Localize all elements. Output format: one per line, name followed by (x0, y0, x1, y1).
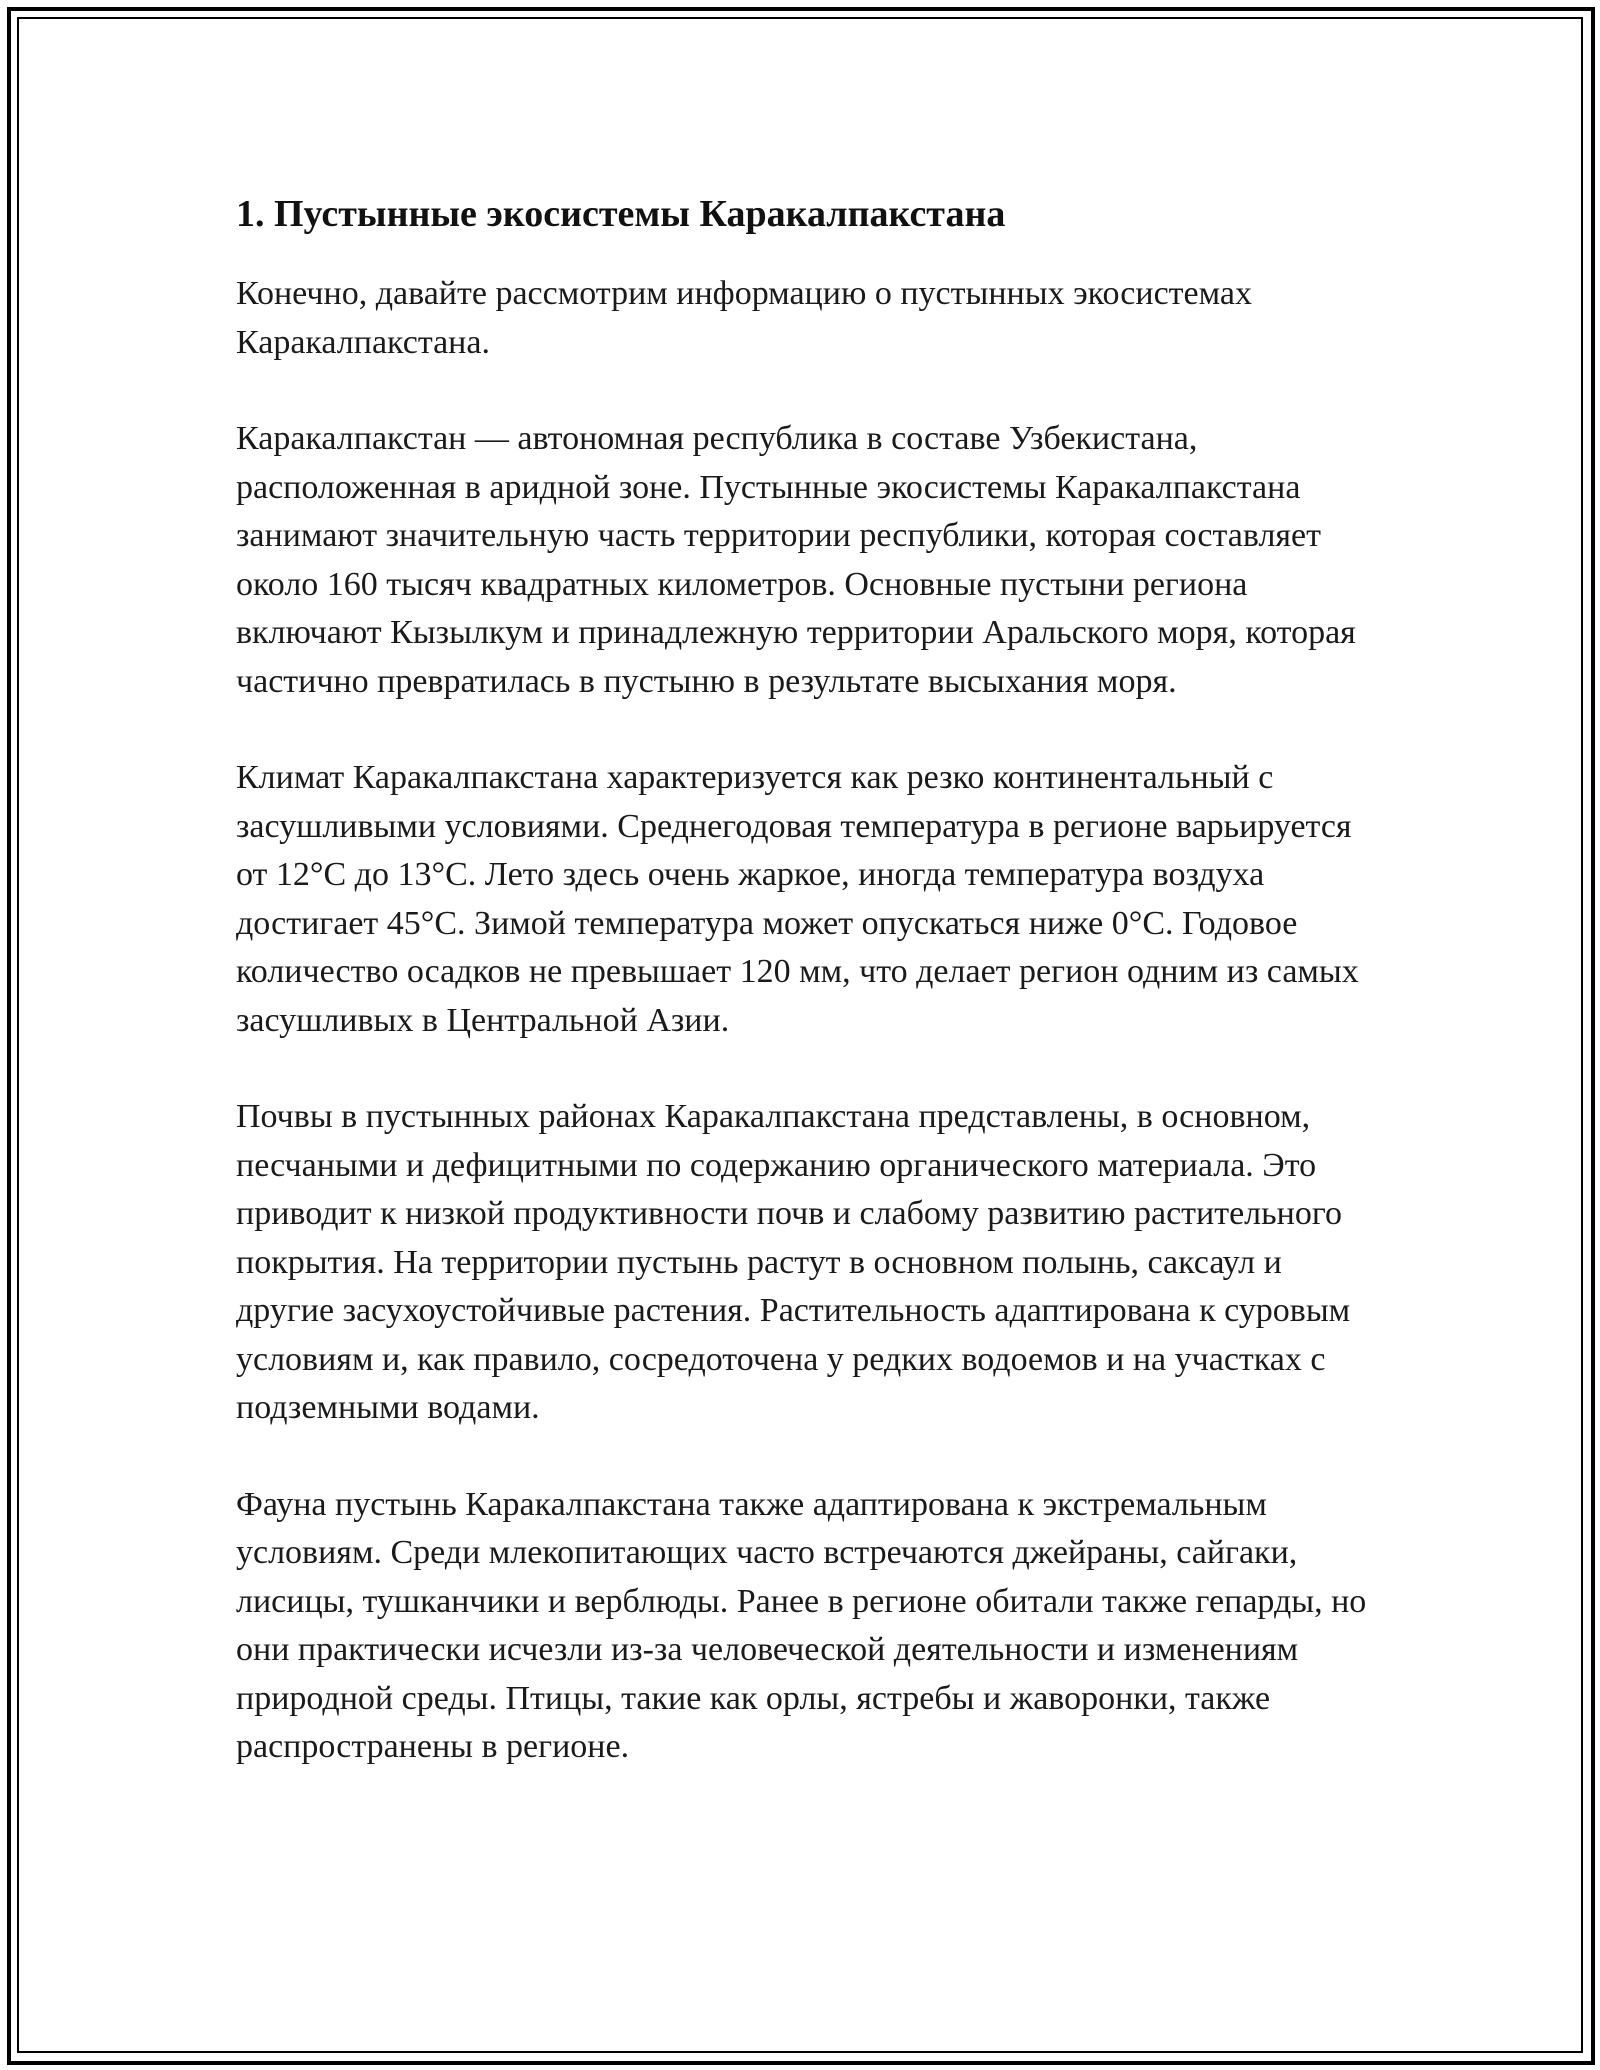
paragraph-soils-vegetation: Почвы в пустынных районах Каракалпакстана представлены, в основном, песчаными и дефицитными по содержанию органического материала. Это приводит к низкой продуктивности почв и слабому развитию растительного покрытия. На территории пустынь растут в основном полынь, саксаул и другие засухоустойчивые растения. Растительность адаптирована к суровым условиям и, как правило, сосредоточена у редких водоемов и на участках с подземными водами. (236, 1098, 1351, 1426)
paragraph-geography: Каракалпакстан — автономная республика в составе Узбекистана, расположенная в аридной зоне. Пустынные экосистемы Каракалпакстана занимают значительную часть территории республики, которая составляет около 160 тысяч квадратных километров. Основные пустыни региона включают Кызылкум и принадлежную территории Аральского моря, которая частично превратилась в пустыню в результате высыхания моря. (236, 420, 1356, 700)
section-title: 1. Пустынные экосистемы Каракалпакстана (236, 193, 1006, 235)
paragraph-intro: Конечно, давайте рассмотрим информацию о пустынных экосистемах Каракалпакстана. (236, 275, 1252, 361)
paragraph-climate: Климат Каракалпакстана характеризуется как резко континентальный с засушливыми условиями. Среднегодовая температура в регионе варьируется от 12°C до 13°C. Лето здесь очень жаркое, иногда температура воздуха достигает 45°C. Зимой температура может опускаться ниже 0°C. Годовое количество осадков не превышает 120 мм, что делает регион одним из самых засушливых в Центральной Азии. (236, 759, 1359, 1039)
paragraph-fauna: Фауна пустынь Каракалпакстана также адаптирована к экстремальным условиям. Среди млекопитающих часто встречаются джейраны, сайгаки, лисицы, тушканчики и верблюды. Ранее в регионе обитали также гепарды, но они практически исчезли из-за человеческой деятельности и изменениям природной среды. Птицы, такие как орлы, ястребы и жаворонки, также распространены в регионе. (236, 1485, 1367, 1765)
document-body (236, 186, 1376, 1820)
